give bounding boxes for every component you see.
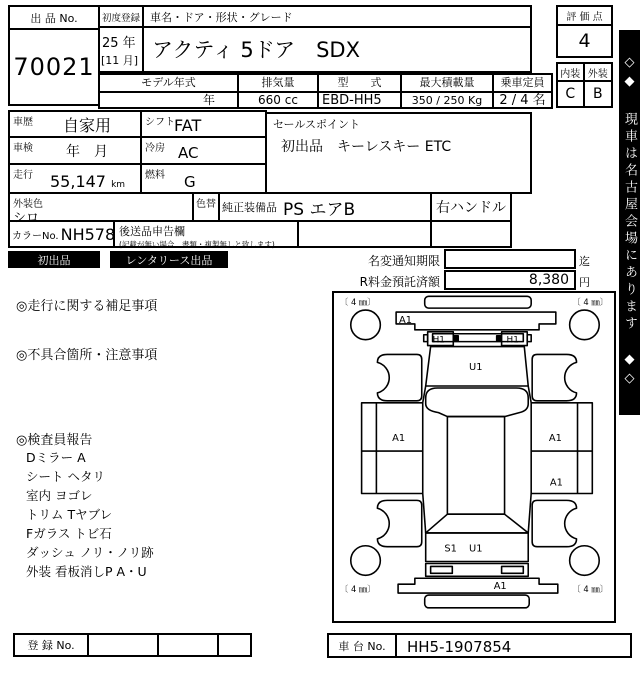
score-box <box>556 5 613 58</box>
shift-label: シフト <box>145 117 175 128</box>
cab-roof <box>426 388 529 417</box>
inspection-cell <box>8 136 142 165</box>
registration-no-label: 登 録 No. <box>15 635 89 655</box>
equipment-cell <box>218 192 432 222</box>
badge-first-listing: 初出品 <box>8 251 100 268</box>
mark-headlight-left: H1 <box>432 335 445 346</box>
ac-value: AC <box>178 144 199 162</box>
spec-label: モデル年式 <box>100 75 237 93</box>
history-value: 自家用 <box>62 115 111 135</box>
mark-rear-u: U1 <box>469 543 483 555</box>
front-bumper <box>396 312 556 330</box>
lot-no-value: 70021 <box>13 53 95 81</box>
c-pillar-left <box>423 493 426 532</box>
interior-label: 内装 <box>558 64 585 82</box>
equipment-value: PS エアB <box>283 199 356 220</box>
fuel-label: 燃料 <box>145 170 165 181</box>
fender-rear-right <box>532 500 576 546</box>
registration-no-box <box>13 633 252 657</box>
wheel-rear-right <box>570 546 600 576</box>
rear-plate <box>425 595 530 608</box>
wheel-front-right <box>570 310 600 340</box>
inspector-item: シート ヘタリ <box>26 469 105 484</box>
corner-note-tl: 〔 4 ㎜〕 <box>339 297 376 308</box>
wheel-rear-left <box>351 546 381 576</box>
chassis-no-box <box>327 633 632 658</box>
c-pillar-right <box>528 493 531 532</box>
history-cell <box>8 110 142 138</box>
corner-note-tr: 〔 4 ㎜〕 <box>572 297 609 308</box>
roof-panel <box>447 417 504 515</box>
lot-no-box <box>8 5 100 106</box>
deposit-unit: 円 <box>579 276 590 289</box>
color-no-label: カラーNo. <box>12 230 59 242</box>
later-items-note: (記載が無い場合、書類・複製無しと致します) <box>119 240 275 249</box>
divider <box>217 635 219 655</box>
mark-headlight-right: H1 <box>506 335 519 346</box>
badge-rental-lease: レンタリース出品 <box>110 251 228 268</box>
corner-note-br: 〔 4 ㎜〕 <box>572 584 609 595</box>
grade-box <box>556 62 613 108</box>
ac-cell <box>140 136 267 165</box>
sales-point-label: セールスポイント <box>273 118 361 131</box>
empty-cell <box>297 220 432 248</box>
first-registration-month: [11 月] <box>101 54 139 67</box>
mark-rear-bumper: A1 <box>493 581 507 593</box>
color-change-label: 色替 <box>196 199 216 210</box>
shift-cell <box>140 110 267 138</box>
mark-windshield: U1 <box>469 362 483 374</box>
name-change-until: 迄 <box>579 255 590 268</box>
spec-value: 350 / 250 Kg <box>411 94 483 107</box>
rear-window <box>426 514 529 533</box>
spec-label: 排気量 <box>239 75 317 93</box>
score-label: 評 価 点 <box>558 7 611 26</box>
venue-banner: ◇◆ 現車は名古屋会場にあります ◆◇ <box>619 30 640 415</box>
spec-col-model-code <box>319 75 402 107</box>
car-name-label: 車名・ドア・形状・グレード <box>144 7 530 28</box>
inspector-item: 室内 ヨゴレ <box>26 488 93 503</box>
driving-notes-title: ◎走行に関する補足事項 <box>16 299 158 314</box>
spec-value: 2 / 4 名 <box>499 93 546 108</box>
divider <box>157 635 159 655</box>
spec-col-model-year <box>100 75 239 107</box>
shift-value: FAT <box>174 116 202 135</box>
inspection-value: 年 月 <box>66 143 108 160</box>
deposit-label: R料金預託済額 <box>359 275 440 289</box>
side-panel-left-dividers <box>362 403 423 494</box>
sales-point-box <box>265 112 532 194</box>
defect-notes-title: ◎不具合箇所・注意事項 <box>16 348 158 363</box>
mark-door-left: A1 <box>392 433 406 445</box>
mark-door-right-upper: A1 <box>548 433 562 445</box>
handle-cell: 右ハンドル <box>430 192 512 222</box>
exterior-grade: B <box>592 86 603 102</box>
exterior-color-label: 外装色 <box>13 199 43 210</box>
headlight-dot-right <box>497 336 501 341</box>
exterior-color-cell <box>8 192 194 226</box>
inspector-item: トリム Tヤブレ <box>26 507 113 522</box>
later-items-cell <box>113 220 299 248</box>
score-value: 4 <box>578 30 591 52</box>
tail-panel <box>426 563 529 576</box>
name-change-box <box>444 249 576 269</box>
name-change-label: 名変通知期限 <box>367 254 440 268</box>
car-name-box <box>142 5 532 73</box>
spec-row <box>98 73 553 109</box>
deposit-box: 8,380 <box>444 270 576 290</box>
mileage-unit: km <box>111 180 126 190</box>
headlight-tab-left <box>424 335 428 342</box>
mileage-value <box>50 172 125 191</box>
empty-cell <box>430 220 512 248</box>
inspector-report-list <box>26 448 154 581</box>
ac-label: 冷房 <box>145 143 165 154</box>
mark-rear-s: S1 <box>444 543 457 555</box>
fuel-cell <box>140 163 267 194</box>
spec-col-max-load <box>402 75 494 107</box>
inspector-item: 外装 看板消しP A・U <box>26 564 147 579</box>
color-change-cell <box>192 192 220 222</box>
exterior-label: 外装 <box>585 64 612 82</box>
car-name-value: アクティ 5ドア SDX <box>152 38 360 62</box>
first-registration-box <box>98 5 144 73</box>
spec-label: 型 式 <box>319 75 400 93</box>
spec-value: EBD-HH5 <box>322 93 382 108</box>
chassis-no-label: 車 台 No. <box>329 635 397 656</box>
mileage-cell <box>8 163 142 194</box>
wheel-front-left <box>351 310 381 340</box>
mark-door-right-lower: A1 <box>549 477 563 489</box>
inspector-item: Fガラス トビ石 <box>26 526 112 541</box>
later-items-label: 後送品申告欄 <box>119 225 185 238</box>
tail-light-right <box>502 566 524 573</box>
spec-col-capacity <box>494 75 551 107</box>
exterior-color-value: シロ <box>13 211 40 226</box>
fuel-value: G <box>184 173 196 191</box>
color-no-cell <box>8 220 115 248</box>
first-registration-label: 初度登録 <box>100 7 142 28</box>
spec-label: 乗車定員 <box>494 75 551 93</box>
history-label: 車歴 <box>13 117 33 128</box>
inspection-label: 車検 <box>13 143 33 154</box>
spec-label: 最大積載量 <box>402 75 492 93</box>
fender-front-right <box>532 354 576 400</box>
interior-grade: C <box>558 82 585 106</box>
inspector-item: Dミラー A <box>26 450 86 465</box>
chassis-no-value: HH5-1907854 <box>407 638 512 656</box>
mileage-number: 55,147 <box>50 172 106 191</box>
tail-light-left <box>431 566 453 573</box>
side-panel-left <box>362 403 423 494</box>
front-plate <box>425 296 531 308</box>
fender-rear-left <box>377 500 421 546</box>
spec-col-displacement <box>239 75 319 107</box>
spec-value: 660 cc <box>258 93 298 107</box>
car-outline-svg <box>334 293 614 621</box>
lot-no-label: 出 品 No. <box>10 7 98 30</box>
damage-diagram <box>332 291 616 623</box>
headlight-dot-left <box>454 336 458 341</box>
mileage-label: 走行 <box>13 170 33 181</box>
mark-front-bumper: A1 <box>399 314 413 326</box>
rear-bumper <box>398 578 558 593</box>
color-no-value: NH578 <box>60 224 116 244</box>
inspector-item: ダッシュ ノリ・ノリ跡 <box>26 545 154 560</box>
headlight-tab-right <box>527 335 531 342</box>
corner-note-bl: 〔 4 ㎜〕 <box>339 584 376 595</box>
inspector-report-title: ◎検査員報告 <box>16 433 93 448</box>
fender-front-left <box>377 354 421 400</box>
sales-point-value: 初出品 キーレスキー ETC <box>281 139 452 155</box>
spec-value: 年 <box>202 93 215 107</box>
equipment-label: 純正装備品 <box>222 201 277 214</box>
first-registration-year: 25 年 <box>102 36 136 51</box>
